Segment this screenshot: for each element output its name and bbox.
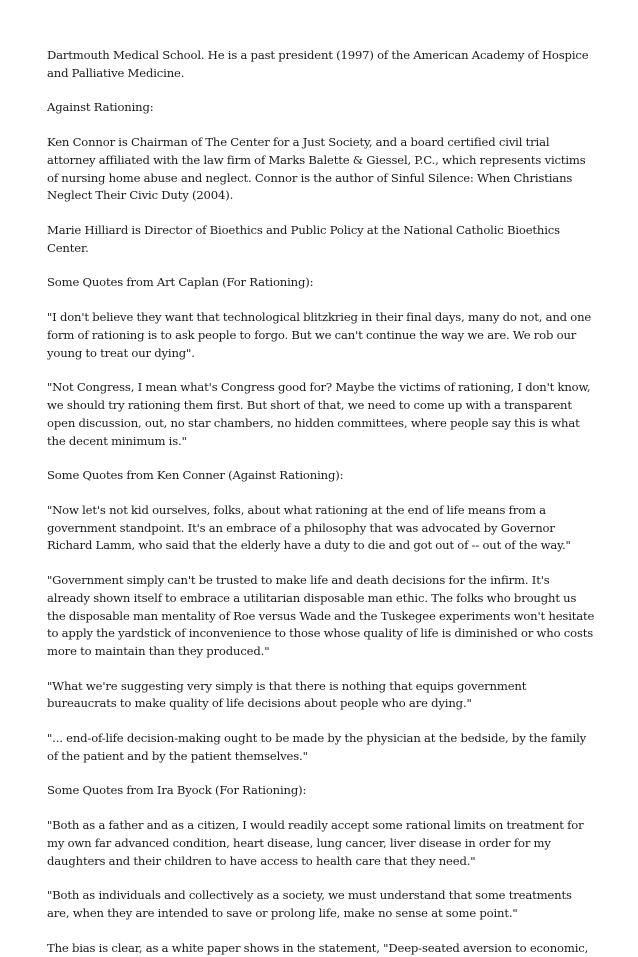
quote-caplan-1: "I don't believe they want that technological blitzkrieg in their final days, many do not, and one form of rationing is to ask people to forgo. But we can't continue the way we are. We rob our young to treat our dying". [47,309,592,360]
quote-byock-2: "Both as individuals and collectively as a society, we must understand that some treatments are, when they are intended to save or prolong life, make no sense at some point." [47,888,572,921]
heading-against-rationing: Against Rationing: [47,100,154,115]
paragraph-white-paper: The bias is clear, as a white paper shows in the statement, "Deep-seated aversion to economic, [47,940,589,955]
quote-conner-3: "What we're suggesting very simply is that there is nothing that equips government bureaucrats to make quality of life decisions about people who are dying." [47,678,527,711]
document-page [47,47,595,957]
paragraph-hilliard-bio: Marie Hilliard is Director of Bioethics and Public Policy at the National Catholic Bioethics Center. [47,222,560,255]
quote-conner-2: "Government simply can't be trusted to make life and death decisions for the infirm. It's already shown itself to embrace a utilitarian disposable man ethic. The folks who brought us the disposable man mentality of Roe versus Wade and the Tuskegee experiments won't hesitate to apply the yardstick of inconvenience to those whose quality of life is diminished or who costs more to maintain than they produced." [47,572,595,659]
heading-caplan-quotes: Some Quotes from Art Caplan (For Rationing): [47,275,314,290]
heading-conner-quotes: Some Quotes from Ken Conner (Against Rationing): [47,468,344,483]
paragraph-byock-bio-end: Dartmouth Medical School. He is a past president (1997) of the American Academy of Hospice and Palliative Medicine. [47,48,589,80]
quote-caplan-2: "Not Congress, I mean what's Congress good for? Maybe the victims of rationing, I don't know, we should try rationing them first. But short of that, we need to come up with a transparent open discussion, out, no star chambers, no hidden committees, where people say this is what the decent minimum is." [47,380,591,448]
quote-conner-1: "Now let's not kid ourselves, folks, about what rationing at the end of life means from a government standpoint. It's an embrace of a philosophy that was advocated by Governor Richard Lamm, who said that the elderly have a duty to die and got out of -- out of the way." [47,502,571,553]
quote-conner-4: "... end-of-life decision-making ought to be made by the physician at the bedside, by the family of the patient and by the patient themselves." [47,731,587,763]
paragraph-connor-bio: Ken Connor is Chairman of The Center for a Just Society, and a board certified civil trial attorney affiliated with the law firm of Marks Balette & Giessel, P.C., which represents victims of nursing home abuse and neglect. Connor is the author of Sinful Silence: When Christians Neglect Their Civic Duty (2004). [47,134,586,203]
heading-byock-quotes: Some Quotes from Ira Byock (For Rationing): [47,783,307,798]
quote-byock-1: "Both as a father and as a citizen, I would readily accept some rational limits on treatment for my own far advanced condition, heart disease, lung cancer, liver disease in order for my daughters and their children to have access to health care that they need." [47,818,584,868]
